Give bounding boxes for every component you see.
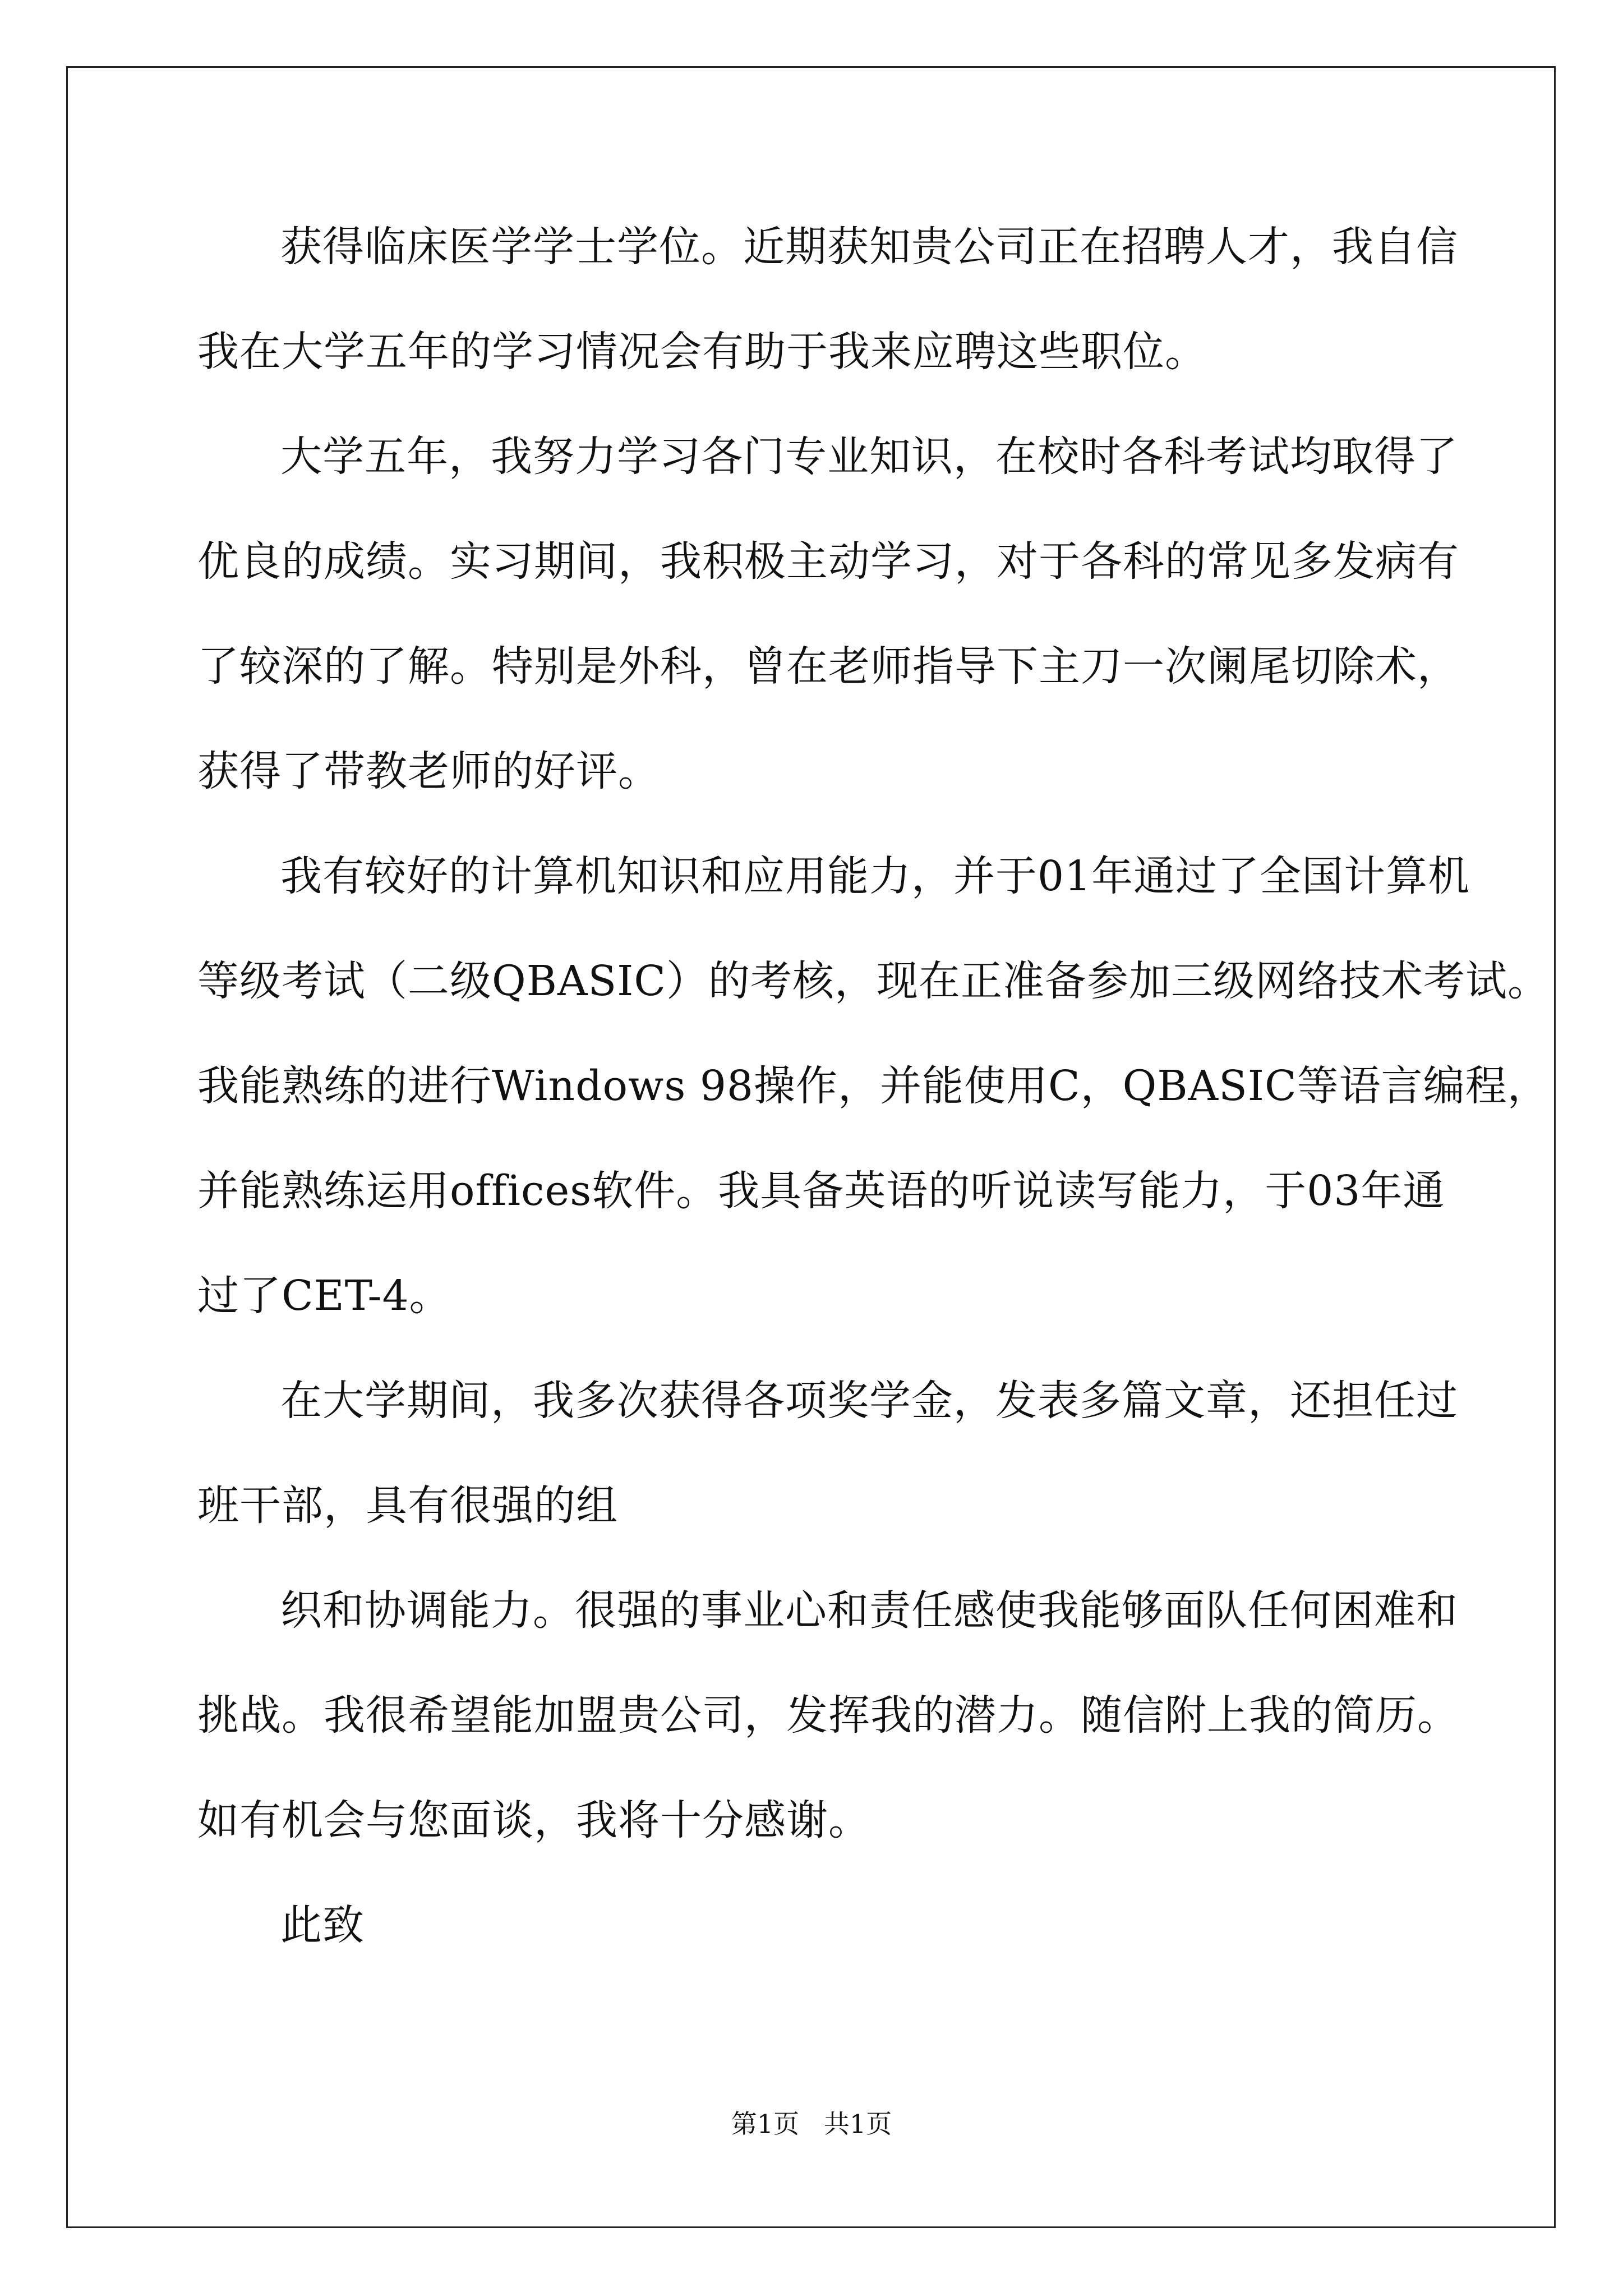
text-line: 了较深的了解。特别是外科，曾在老师指导下主刀一次阑尾切除术， xyxy=(197,642,1459,691)
text-line: 获得临床医学学士学位。近期获知贵公司正在招聘人才，我自信 xyxy=(280,223,1458,271)
text-line: 如有机会与您面谈，我将十分感谢。 xyxy=(197,1796,870,1844)
text-line: 我在大学五年的学习情况会有助于我来应聘这些职位。 xyxy=(197,328,1207,376)
text-line: 班干部，具有很强的组 xyxy=(197,1481,618,1530)
text-line: 等级考试（二级QBASIC）的考核，现在正准备参加三级网络技术考试。 xyxy=(197,957,1550,1005)
text-line: 并能熟练运用offices软件。我具备英语的听说读写能力，于03年通 xyxy=(197,1167,1445,1215)
text-line: 我有较好的计算机知识和应用能力，并于01年通过了全国计算机 xyxy=(280,852,1470,900)
text-line: 此致 xyxy=(280,1901,365,1949)
text-line: 我能熟练的进行Windows 98操作，并能使用C，QBASIC等语言编程， xyxy=(197,1062,1550,1110)
text-line: 大学五年，我努力学习各门专业知识，在校时各科考试均取得了 xyxy=(280,432,1458,481)
page-number-footer: 第1页 共1页 xyxy=(731,2109,892,2139)
text-line: 挑战。我很希望能加盟贵公司，发挥我的潜力。随信附上我的简历。 xyxy=(197,1691,1459,1740)
text-line: 获得了带教老师的好评。 xyxy=(197,747,660,795)
text-line: 织和协调能力。很强的事业心和责任感使我能够面队任何困难和 xyxy=(280,1586,1458,1635)
text-line: 优良的成绩。实习期间，我积极主动学习，对于各科的常见多发病有 xyxy=(197,537,1459,586)
text-line: 过了CET-4。 xyxy=(197,1272,451,1320)
text-line: 在大学期间，我多次获得各项奖学金，发表多篇文章，还担任过 xyxy=(280,1377,1458,1425)
